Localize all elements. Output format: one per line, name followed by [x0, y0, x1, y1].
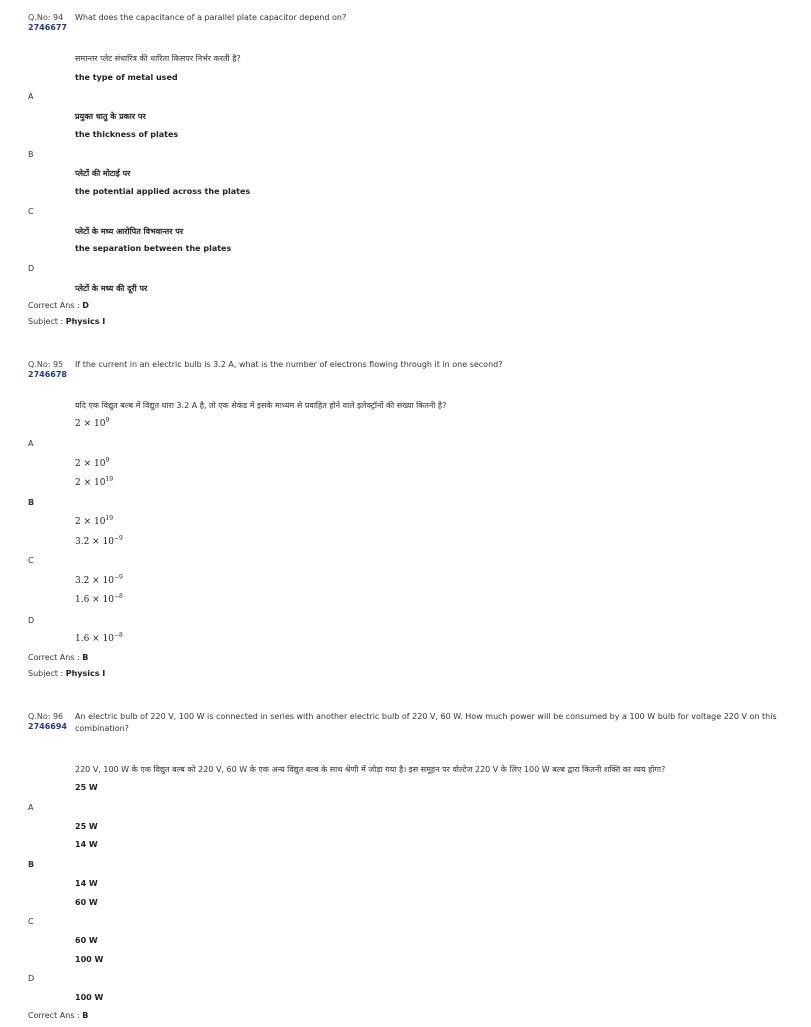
question-number: Q.No: 95: [28, 360, 64, 369]
question-text-en-line2: combination?: [75, 724, 129, 733]
correct-answer: Correct Ans : B: [28, 1011, 89, 1020]
option-text-hi: प्रयुक्त धातु के प्रकार पर: [75, 112, 146, 121]
option-letter-b: B: [28, 498, 35, 507]
option-text-hi: प्लेटों के मध्य आरोपित विभवान्तर पर: [75, 227, 184, 236]
option-letter-a: A: [28, 92, 34, 101]
option-letter-c: C: [28, 207, 34, 216]
option-letter-c: C: [28, 556, 34, 565]
option-text-en: the separation between the plates: [75, 244, 232, 253]
question-number: Q.No: 94: [28, 13, 64, 22]
question-text-hi: यदि एक विद्युत बल्ब में विद्युत धारा 3.2 A है, तो एक सेकंड में इसके माध्यम से प्रवाहित होने वाले इलेक्ट्रॉनों की संख्या कितनी है?: [75, 401, 447, 410]
question-text-en-line1: An electric bulb of 220 V, 100 W is connected in series with another electric bulb of 220 V, 60 W. How much power will be consumed by a 100 W bulb for voltage 220 V on this: [75, 712, 777, 721]
question-text-hi: 220 V, 100 W के एक विद्युत बल्ब को 220 V, 60 W के एक अन्य विद्युत बल्ब के साथ श्रेणी में जोड़ा गया है। इस समूहन पर वोल्टेज 220 V के लिए 100 W बल्ब द्वारा कितनी शक्ति का व्यय होगा?: [75, 765, 666, 774]
option-math: $3.2 \times 10^{-9}$: [75, 574, 123, 586]
option-text: 60 W: [75, 898, 98, 907]
question-text-en: What does the capacitance of a parallel plate capacitor depend on?: [75, 13, 347, 22]
option-text: 100 W: [75, 955, 104, 964]
option-text: 14 W: [75, 879, 98, 888]
question-text-en: If the current in an electric bulb is 3.2 A, what is the number of electrons flowing through it in one second?: [75, 360, 503, 369]
subject: Subject : Physics I: [28, 317, 106, 326]
option-text-hi: प्लेटों की मोटाई पर: [75, 169, 131, 178]
option-math: $2 \times 10^9$: [75, 417, 110, 429]
option-letter-d: D: [28, 974, 35, 983]
option-math: $3.2 \times 10^{-9}$: [75, 535, 123, 547]
option-text: 60 W: [75, 936, 98, 945]
option-letter-d: D: [28, 616, 35, 625]
option-text: 14 W: [75, 840, 98, 849]
question-id: 2746678: [28, 370, 67, 379]
correct-answer: Correct Ans : D: [28, 301, 89, 310]
option-letter-d: D: [28, 264, 35, 273]
option-text: 100 W: [75, 993, 104, 1002]
option-text-hi: प्लेटों के मध्य की दूरी पर: [75, 284, 148, 293]
correct-answer: Correct Ans : B: [28, 653, 89, 662]
option-letter-c: C: [28, 917, 34, 926]
option-letter-a: A: [28, 439, 34, 448]
question-number: Q.No: 96: [28, 712, 64, 721]
option-letter-a: A: [28, 803, 34, 812]
option-text-en: the type of metal used: [75, 73, 178, 82]
option-math: $2 \times 10^9$: [75, 457, 110, 469]
option-text: 25 W: [75, 783, 98, 792]
question-id: 2746677: [28, 23, 67, 32]
option-text-en: the thickness of plates: [75, 130, 179, 139]
question-text-hi: समान्तर प्लेट संधारित्र की धारिता किसपर निर्भर करती है?: [75, 54, 241, 63]
subject: Subject : Physics I: [28, 669, 106, 678]
option-math: $2 \times 10^{19}$: [75, 476, 114, 488]
option-text: 25 W: [75, 822, 98, 831]
option-math: $2 \times 10^{19}$: [75, 515, 114, 527]
option-math: $1.6 \times 10^{-8}$: [75, 593, 123, 605]
option-letter-b: B: [28, 860, 35, 869]
option-letter-b: B: [28, 150, 34, 159]
option-text-en: the potential applied across the plates: [75, 187, 251, 196]
option-math: $1.6 \times 10^{-8}$: [75, 632, 123, 644]
question-id: 2746694: [28, 722, 67, 731]
